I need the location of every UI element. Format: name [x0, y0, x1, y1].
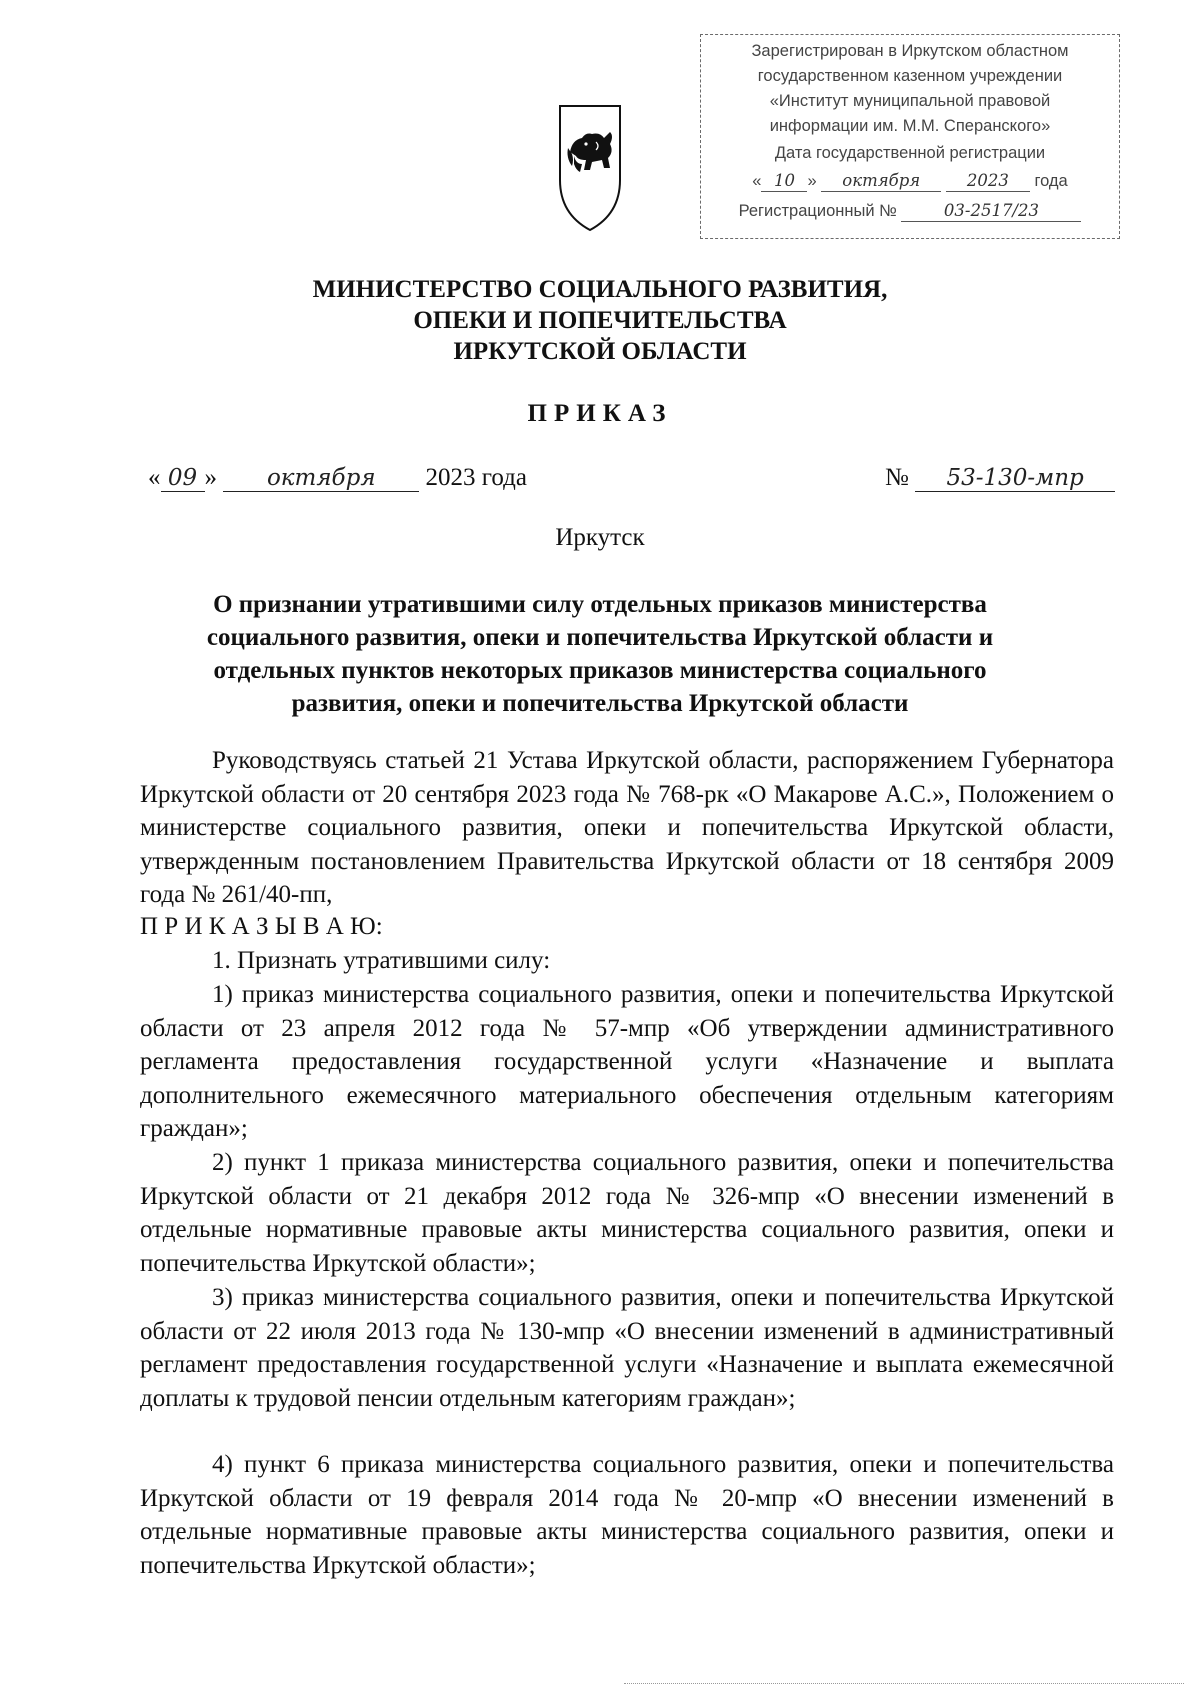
sub-item-2: 2) пункт 1 приказа министерства социального развития, опеки и попечительства Иркутской области от 21 декабря 2012 года № 326-мпр «О внесении изменений в отдельные нормативные правовые акты министерства социального развития, опеки и попечительства Иркутской области»;	[140, 1149, 1114, 1277]
stamp-date-open: «	[752, 172, 762, 190]
stamp-date-suffix: года	[1034, 172, 1068, 190]
ministry-line: ОПЕКИ И ПОПЕЧИТЕЛЬСТВА	[413, 307, 787, 334]
stamp-line: Дата государственной регистрации	[774, 144, 1046, 162]
sub-item-4: 4) пункт 6 приказа министерства социального развития, опеки и попечительства Иркутской области от 19 февраля 2014 года № 20-мпр «О внесении изменений в отдельные нормативные правовые акты министерства социального развития, опеки и попечительства Иркутской области»;	[140, 1451, 1114, 1579]
stamp-reg-label: Регистрационный №	[738, 202, 897, 220]
order-title: О признании утратившими силу отдельных приказов министерства социального развития, опеки и попечительства Иркутской области и отдельных пунктов некоторых приказов министерства социального развития, опеки и попечительства Иркутской области	[206, 591, 994, 717]
sub-item-1: 1) приказ министерства социального развития, опеки и попечительства Иркутской области от 23 апреля 2012 года № 57-мпр «Об утверждении административного регламента предоставления государственной услуги «Назначение и выплата дополнительного ежемесячного материального обеспечения отдельным категориям граждан»;	[140, 981, 1114, 1143]
number-value: 53-130-мпр	[915, 465, 1115, 492]
item-1: 1. Признать утратившими силу:	[212, 947, 551, 974]
city: Иркутск	[555, 524, 645, 551]
preamble-paragraph: Руководствуясь статьей 21 Устава Иркутской области, распоряжением Губернатора Иркутской области от 20 сентября 2023 года № 768-рк «О Макарове А.С.», Положением о министерстве социального развития, опеки и попечительства Иркутской области, утвержденным постановлением Правительства Иркутской области от 18 сентября 2009 года № 261/40-пп,	[140, 747, 1114, 909]
date-close-quote: »	[204, 464, 217, 491]
sub-item-3: 3) приказ министерства социального развития, опеки и попечительства Иркутской области от 22 июля 2013 года № 130-мпр «О внесении изменений в административный регламент предоставления государственной услуги «Назначение и выплата ежемесячной доплаты к трудовой пенсии отдельным категориям граждан»;	[140, 1284, 1114, 1412]
date-day: 09	[161, 465, 205, 492]
date-open-quote: «	[148, 464, 161, 491]
stamp-line: государственном казенном учреждении	[757, 67, 1063, 85]
date-year: 2023 года	[425, 464, 527, 491]
stamp-line: «Институт муниципальной правовой	[769, 92, 1051, 110]
order-number	[885, 464, 1115, 492]
ministry-line: ИРКУТСКОЙ ОБЛАСТИ	[453, 338, 747, 365]
coat-of-arms-emblem	[556, 102, 624, 234]
date-month: октября	[223, 465, 419, 492]
registration-stamp	[700, 34, 1120, 239]
stamp-date-close: »	[807, 172, 817, 190]
stamp-date-day: 10	[761, 171, 807, 192]
order-date	[148, 464, 527, 492]
order-word: П Р И К А З Ы В А Ю:	[140, 913, 383, 940]
stamp-date-year: 2023	[946, 171, 1030, 192]
stamp-reg-number: 03-2517/23	[901, 201, 1081, 222]
stamp-reg-line	[701, 201, 1119, 222]
stamp-line: Зарегистрирован в Иркутском областном	[751, 42, 1069, 60]
stamp-date-month: октября	[821, 171, 941, 192]
number-label: №	[885, 464, 909, 491]
ministry-line: МИНИСТЕРСТВО СОЦИАЛЬНОГО РАЗВИТИЯ,	[312, 276, 888, 303]
ministry-header	[0, 274, 1200, 367]
page-edge-rule	[624, 1683, 1184, 1684]
stamp-date-line	[701, 171, 1119, 192]
stamp-line: информации им. М.М. Сперанского»	[769, 117, 1051, 135]
document-type: ПРИКАЗ	[527, 400, 673, 427]
